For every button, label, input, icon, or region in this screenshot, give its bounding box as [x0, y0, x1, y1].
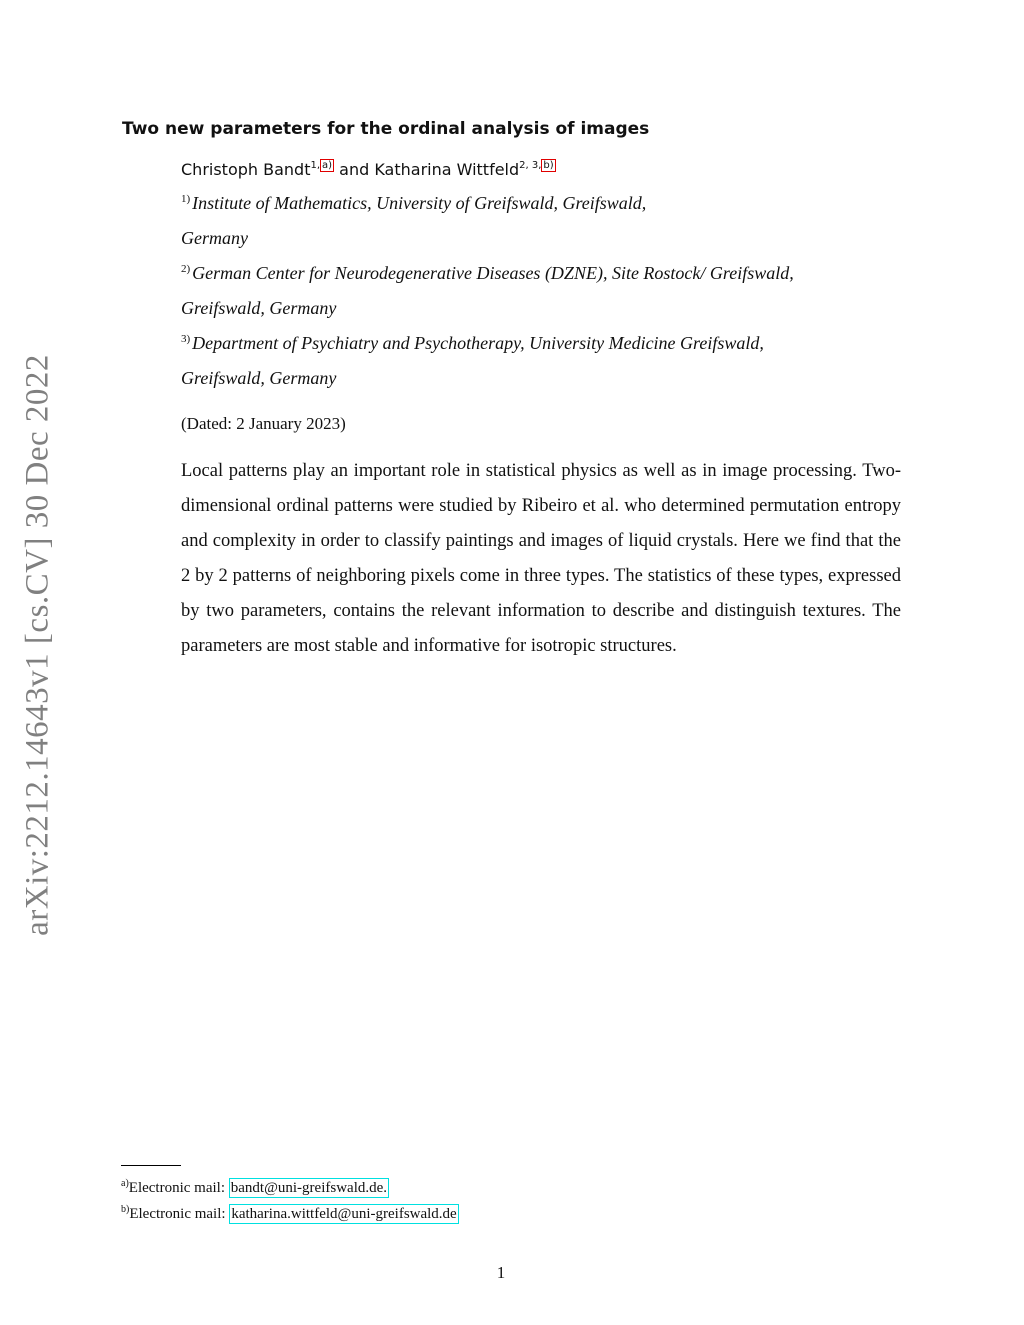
footnote-a — [121, 1178, 389, 1197]
footnote-mark: a) — [121, 1178, 129, 1189]
affiliation-1 — [181, 193, 646, 214]
page-number: 1 — [496, 1263, 506, 1282]
paper-title: Two new parameters for the ordinal analysis of images — [122, 119, 650, 139]
affiliation-2-continued: Greifswald, Germany — [181, 298, 337, 318]
footnote-label: Electronic mail: — [128, 1180, 229, 1196]
affiliation-text: Institute of Mathematics, University of Greifswald, Greifswald, — [192, 193, 647, 213]
affiliation-1-continued: Germany — [181, 228, 248, 248]
author-name: Christoph Bandt — [181, 160, 311, 179]
footnote-divider — [121, 1165, 181, 1166]
footnote-link-a[interactable]: a) — [322, 160, 333, 171]
email-link[interactable]: katharina.wittfeld@uni-greifswald.de — [231, 1206, 457, 1222]
author-conjunction: and — [334, 160, 375, 179]
author-name: Katharina Wittfeld — [374, 160, 520, 179]
affiliation-mark: 1) — [181, 193, 191, 205]
footnote-mark: b) — [121, 1204, 130, 1215]
affiliation-3-continued: Greifswald, Germany — [181, 368, 337, 388]
footnote-label: Electronic mail: — [129, 1206, 230, 1222]
author-affiliation-marks: 2, 3, b) — [519, 160, 554, 171]
affiliation-mark: 2) — [181, 263, 191, 275]
arxiv-identifier-stamp: arXiv:2212.14643v1 [cs.CV] 30 Dec 2022 — [19, 354, 56, 936]
abstract: Local patterns play an important role in statistical physics as well as in image processing. Two-dimensional ordinal patterns were studied by Ribeiro et al. who determined permutation entropy and complexity in order to classify paintings and images of liquid crystals. Here we find that the 2 by 2 patterns of neighboring pixels come in three types. The statistics of these types, expressed by two parameters, contains the relevant information to describe and distinguish textures. The parameters are most stable and informative for isotropic structures. — [181, 461, 901, 656]
affiliation-text: Department of Psychiatry and Psychotherapy, University Medicine Greifswald, — [192, 333, 764, 353]
affiliation-mark: 3) — [181, 333, 191, 345]
email-link[interactable]: bandt@uni-greifswald.de. — [230, 1180, 388, 1196]
footnote-link-b[interactable]: b) — [543, 160, 554, 171]
affiliation-3 — [181, 333, 764, 354]
affiliation-text: German Center for Neurodegenerative Diseases (DZNE), Site Rostock/ Greifswald, — [192, 263, 794, 283]
author-affiliation-marks: 1, a) — [310, 160, 333, 171]
author-line — [181, 160, 556, 179]
date-line: (Dated: 2 January 2023) — [181, 414, 346, 433]
affiliation-2 — [181, 263, 794, 284]
footnote-b — [121, 1204, 459, 1223]
